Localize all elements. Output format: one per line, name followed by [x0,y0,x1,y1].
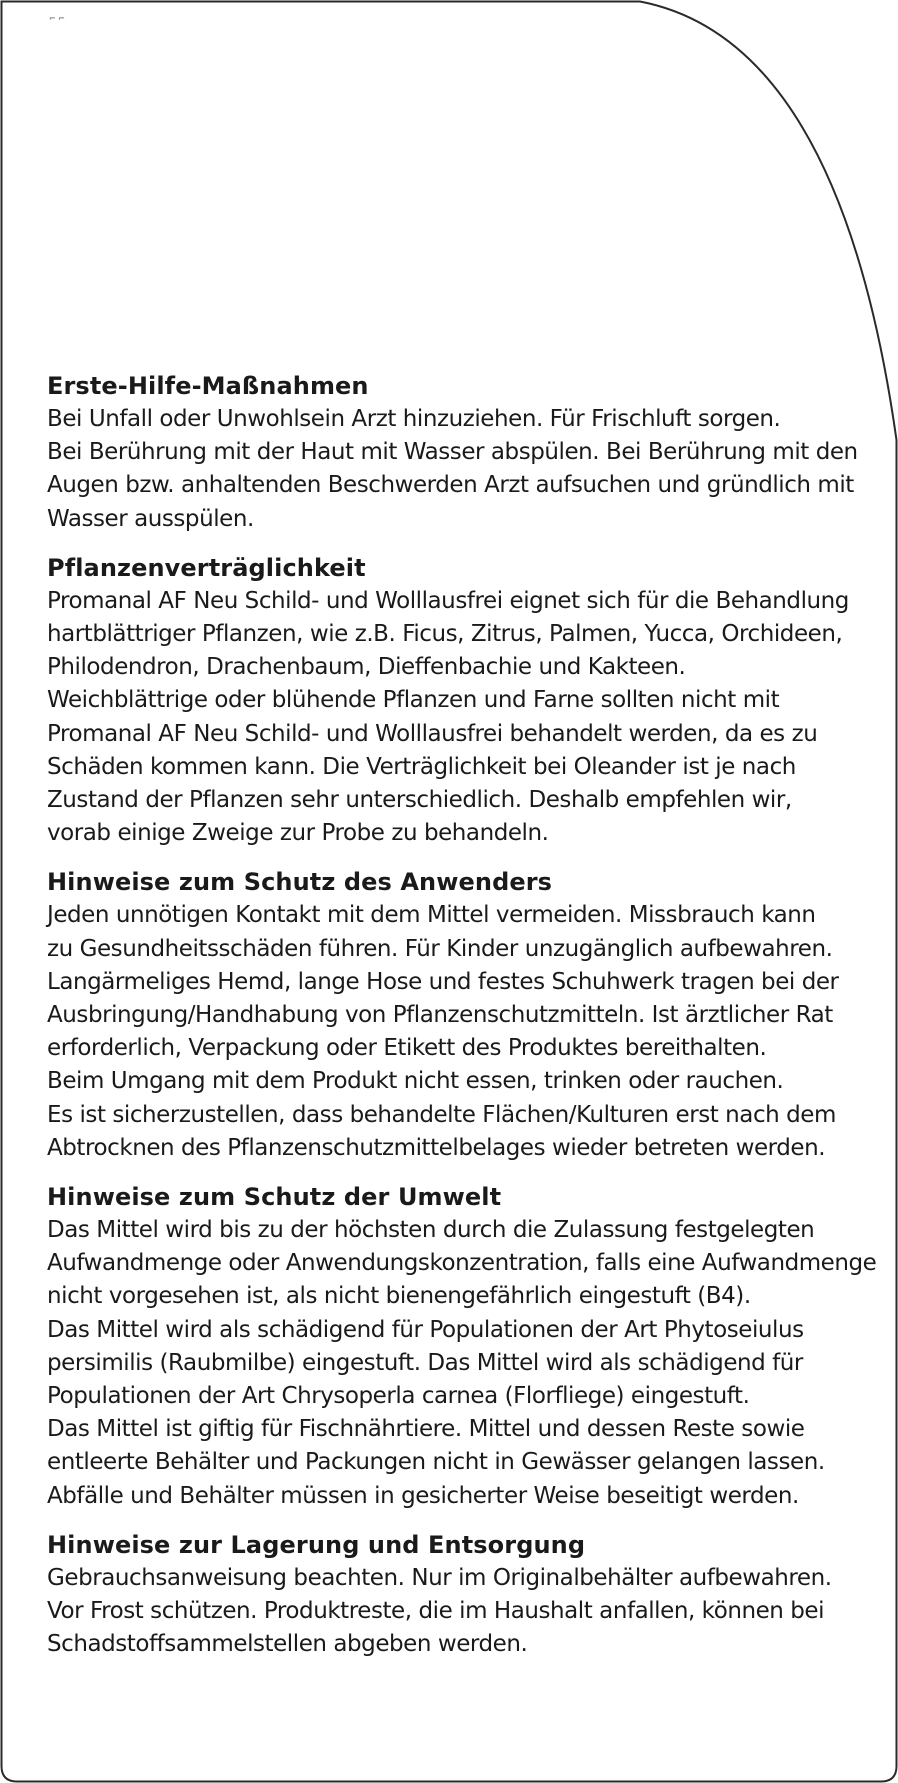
section [47,552,892,851]
section-text-line: Promanal AF Neu Schild- und Wolllausfrei eignet sich für die Behandlung [47,587,849,614]
section-text-line: Das Mittel wird als schädigend für Populationen der Art Phytoseiulus [47,1316,804,1343]
section-text-line: entleerte Behälter und Packungen nicht in Gewässer gelangen lassen. [47,1449,825,1476]
section-text-line: Populationen der Art Chrysoperla carnea (Florfliege) eingestuft. [47,1383,750,1410]
section-text-line: Vor Frost schützen. Produktreste, die im Haushalt anfallen, können bei [47,1598,825,1625]
instructions-text [47,370,892,1678]
section-text-line: persimilis (Raubmilbe) eingestuft. Das Mittel wird als schädigend für [47,1349,803,1376]
section-title: Hinweise zur Lagerung und Entsorgung [47,1530,586,1559]
section-text-line: Ausbringung/Handhabung von Pflanzenschutzmitteln. Ist ärztlicher Rat [47,1002,833,1029]
section-text-line: erforderlich, Verpackung oder Etikett des Produktes bereithalten. [47,1035,767,1062]
section-text-line: Jeden unnötigen Kontakt mit dem Mittel vermeiden. Missbrauch kann [47,902,816,929]
section-text-line: Abfälle und Behälter müssen in gesicherter Weise beseitigt werden. [47,1482,799,1509]
section-text-line: Beim Umgang mit dem Produkt nicht essen, trinken oder rauchen. [47,1068,784,1095]
section-text-line: Das Mittel wird bis zu der höchsten durch die Zulassung festgelegten [47,1217,815,1244]
section-text-line: vorab einige Zweige zur Probe zu behandeln. [47,820,549,847]
section-title: Erste-Hilfe-Maßnahmen [47,372,369,400]
section-text-line: Philodendron, Drachenbaum, Dieffenbachie und Kakteen. [47,654,686,681]
crop-mark-icon: ⌐ ⌐ [49,14,65,23]
section-title: Hinweise zum Schutz des Anwenders [47,868,553,897]
section-text-line: Augen bzw. anhaltenden Beschwerden Arzt aufsuchen und gründlich mit [47,472,854,499]
section [47,1529,892,1662]
section-title: Pflanzenverträglichkeit [47,553,366,582]
section-text-line: Es ist sicherzustellen, dass behandelte Flächen/Kulturen erst nach dem [47,1101,836,1128]
section-text-line: Promanal AF Neu Schild- und Wolllausfrei behandelt werden, da es zu [47,720,818,747]
section-text-line: Weichblättrige oder blühende Pflanzen und Farne sollten nicht mit [47,687,780,714]
section-text-line: Bei Berührung mit der Haut mit Wasser abspülen. Bei Berührung mit den [47,439,858,466]
section-title: Hinweise zum Schutz der Umwelt [47,1183,502,1212]
section-text-line: Aufwandmenge oder Anwendungskonzentration, falls eine Aufwandmenge [47,1250,877,1277]
section-text-line: Zustand der Pflanzen sehr unterschiedlich. Deshalb empfehlen wir, [47,787,792,814]
section-text-line: nicht vorgesehen ist, als nicht bienengefährlich eingestuft (B4). [47,1283,751,1310]
section-text-line: Bei Unfall oder Unwohlsein Arzt hinzuziehen. Für Frischluft sorgen. [47,406,781,432]
section-text-line: zu Gesundheitsschäden führen. Für Kinder unzugänglich aufbewahren. [47,935,833,962]
section [47,866,892,1165]
section-text-line: Das Mittel ist giftig für Fischnährtiere. Mittel und dessen Reste sowie [47,1416,805,1443]
section-text-line: Gebrauchsanweisung beachten. Nur im Originalbehälter aufbewahren. [47,1564,832,1591]
section [47,1181,892,1513]
section-text-line: Schadstoffsammelstellen abgeben werden. [47,1631,528,1658]
section-text-line: Abtrocknen des Pflanzenschutzmittelbelages wieder betreten werden. [47,1134,826,1161]
section-text-line: Schäden kommen kann. Die Verträglichkeit bei Oleander ist je nach [47,753,796,780]
section-text-line: hartblättriger Pflanzen, wie z.B. Ficus, Zitrus, Palmen, Yucca, Orchideen, [47,621,843,648]
section-text-line: Langärmeliges Hemd, lange Hose und festes Schuhwerk tragen bei der [47,968,839,995]
section-text-line: Wasser ausspülen. [47,505,254,532]
section [47,370,892,536]
